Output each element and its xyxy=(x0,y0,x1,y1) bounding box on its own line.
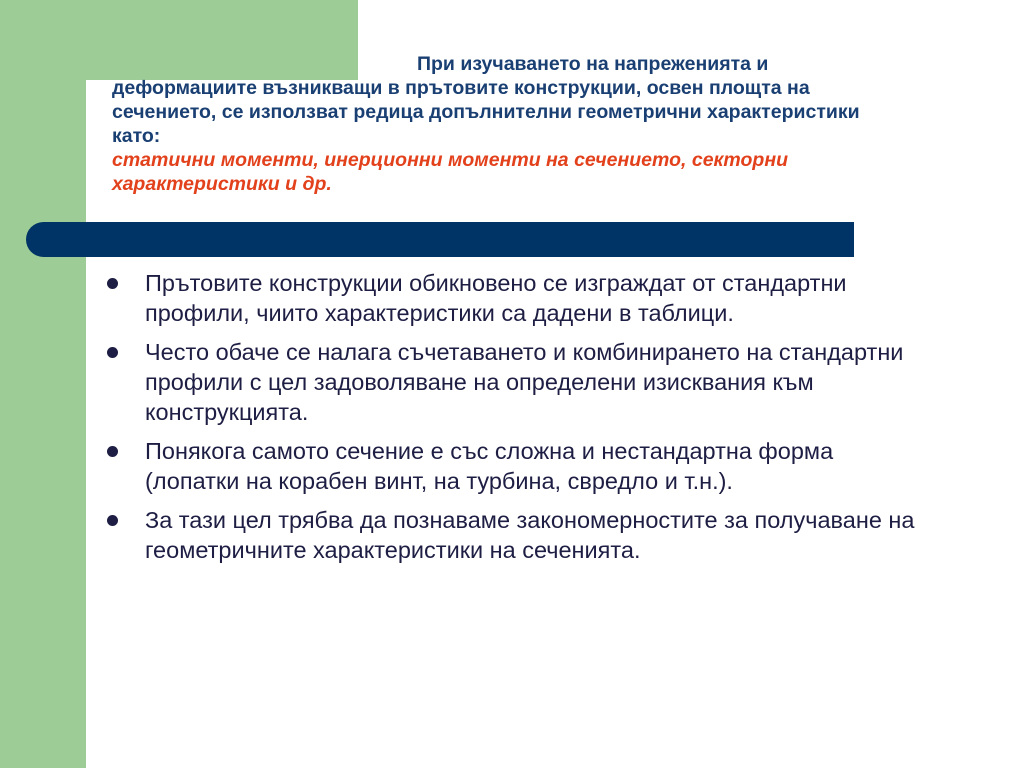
title-rest: деформациите възникващи в прътовите конструкции, освен площта на сечението, се използват редица допълнителни геометрични характеристики като: xyxy=(112,77,860,147)
bullet-text: Понякога самото сечение е със сложна и нестандартна форма (лопатки на корабен винт, на турбина, свредло и т.н.). xyxy=(145,438,834,494)
slide-title xyxy=(112,52,902,196)
bullet-list xyxy=(100,268,920,574)
bullet-text: За тази цел трябва да познаваме закономерностите за получаване на геометричните характеристики на сеченията. xyxy=(145,507,915,563)
navy-divider-bar xyxy=(26,222,854,257)
bullet-item xyxy=(100,505,920,565)
bullet-item xyxy=(100,337,920,427)
title-highlight: статични моменти, инерционни моменти на сечението, секторни характеристики и др. xyxy=(112,149,789,195)
bullet-text: Прътовите конструкции обикновено се изграждат от стандартни профили, чиито характеристики са дадени в таблици. xyxy=(145,270,847,326)
bullet-text: Често обаче се налага съчетаването и комбинирането на стандартни профили с цел задоволяване на определени изисквания към конструкцията. xyxy=(145,339,904,425)
bullet-dot-icon xyxy=(107,278,118,289)
bullet-item xyxy=(100,436,920,496)
bullet-dot-icon xyxy=(107,446,118,457)
bullet-item xyxy=(100,268,920,328)
title-line-1: При изучаването на напреженията и xyxy=(417,53,769,75)
left-green-band xyxy=(0,0,86,768)
bullet-dot-icon xyxy=(107,515,118,526)
bullet-dot-icon xyxy=(107,347,118,358)
